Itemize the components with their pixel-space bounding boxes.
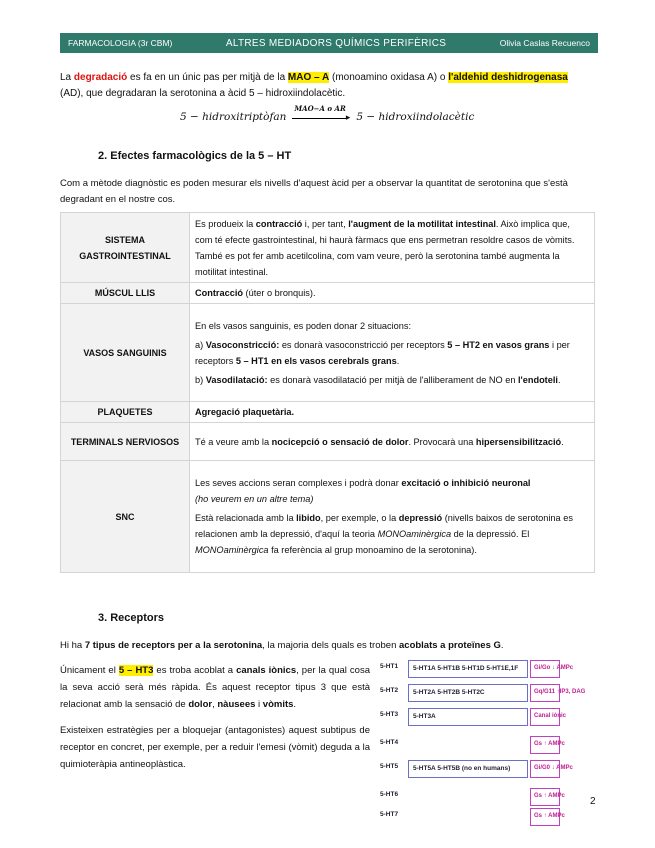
row-label: PLAQUETES: [61, 402, 190, 423]
section-3-title: 3. Receptors: [98, 612, 165, 624]
page-number: 2: [590, 796, 596, 807]
intro-paragraph: La degradació es fa en un únic pas per mitjà de la MAO – A (monoamino oxidasa A) o l'aldehid deshidrogenasa (AD), que degradaran la serotonina a àcid 5 – hidroxiindolacètic.: [60, 72, 568, 99]
header-title: ALTRES MEDIADORS QUÍMICS PERIFÈRICS: [225, 37, 447, 49]
row-text: Agregació plaquetària.: [190, 402, 595, 423]
receptor-row: 5-HT5 5-HT5A 5-HT5B (no en humans) Gi/G0 ↓ AMPc: [380, 760, 580, 780]
page-header: [60, 33, 598, 53]
receptor-row: 5-HT4 Gs ↑ AMPc: [380, 736, 580, 756]
receptor-row: 5-HT1 5-HT1A 5-HT1B 5-HT1D 5-HT1E,1F Gi/Go ↓ AMPc: [380, 660, 580, 680]
row-label: TERMINALS NERVIOSOS: [61, 423, 190, 461]
effects-table: [60, 212, 595, 573]
table-row: [61, 461, 595, 573]
section-2-lead: Com a mètode diagnòstic es poden mesurar els nivells d'aquest àcid per a observar la quantitat de serotonina que s'està degradant en el nostre cos.: [60, 178, 568, 205]
receptor-row: 5-HT6 Gs ↑ AMPc: [380, 788, 580, 808]
receptor-row: 5-HT3 5-HT3A Canal iònic: [380, 708, 580, 728]
section-3-ht3: Únicament el 5 – HT3 es troba acoblat a canals iònics, per la qual cosa la seva acció serà més ràpida. És aquest receptor tipus 3 que està relacionat amb la sensació de dolor, nàusees i vòmits.: [60, 665, 370, 710]
row-text: Es produeix la contracció i, per tant, l'augment de la motilitat intestinal. Això implica que, com té efecte gastrointestinal, hi haurà fàrmacs que ens permetran resoldre casos de vòmits. També es pot fer amb acetilcolina, com vam veure, però la serotonina també augmenta la motilitat intestinal.: [190, 213, 595, 283]
row-text: Té a veure amb la nocicepció o sensació de dolor. Provocarà una hipersensibilització.: [190, 423, 595, 461]
header-author: Olivia Caslas Recuenco: [499, 38, 590, 48]
receptor-row: 5-HT7 Gs ↑ AMPc: [380, 808, 580, 828]
table-row: [61, 304, 595, 402]
row-label: SNC: [61, 461, 190, 573]
row-text: Les seves accions seran complexes i podrà donar excitació o inhibició neuronal (ho veurem en un altre tema) Està relacionada amb la libido, per exemple, o la depressió (nivells baixos de serotonina es relacionen amb la depressió, d'aquí la teoria MONOaminèrgica de la depressió. El MONOaminèrgica fa referència al grup monoamino de la serotonina).: [190, 461, 595, 573]
degradation-formula: 5 − hidroxitriptòfan MAO−A o AR ▸ 5 − hidroxiindolacètic: [180, 104, 475, 123]
table-row: [61, 213, 595, 283]
table-row: [61, 423, 595, 461]
receptor-row: 5-HT2 5-HT2A 5-HT2B 5-HT2C Gq/G11 ↑IP3, DAG: [380, 684, 580, 704]
section-3-intro: Hi ha 7 tipus de receptors per a la serotonina, la majoria dels quals es troben acoblats a proteïnes G.: [60, 640, 504, 651]
row-label: SISTEMA GASTROINTESTINAL: [61, 213, 190, 283]
row-text: Contracció (úter o bronquis).: [190, 283, 595, 304]
section-3-antagonists: Existeixen estratègies per a bloquejar (antagonistes) aquest subtipus de receptor en concret, per exemple, per a reduir l'emesi (vòmit) deguda a la quimioteràpia antineoplàstica.: [60, 725, 370, 770]
table-row: [61, 283, 595, 304]
section-2-title: 2. Efectes farmacològics de la 5 – HT: [98, 150, 292, 162]
row-label: MÚSCUL LLIS: [61, 283, 190, 304]
row-label: VASOS SANGUINIS: [61, 304, 190, 402]
row-text: En els vasos sanguinis, es poden donar 2 situacions: a) Vasoconstricció: es donarà vasoconstricció per receptors 5 – HT2 en vasos grans i per receptors 5 – HT1 en els vasos cerebrals grans. b) Vasodilatació: es donarà vasodilatació per mitjà de l'alliberament de NO en l'endoteli.: [190, 304, 595, 402]
table-row: [61, 402, 595, 423]
header-left: FARMACOLOGIA (3r CBM): [68, 38, 173, 48]
